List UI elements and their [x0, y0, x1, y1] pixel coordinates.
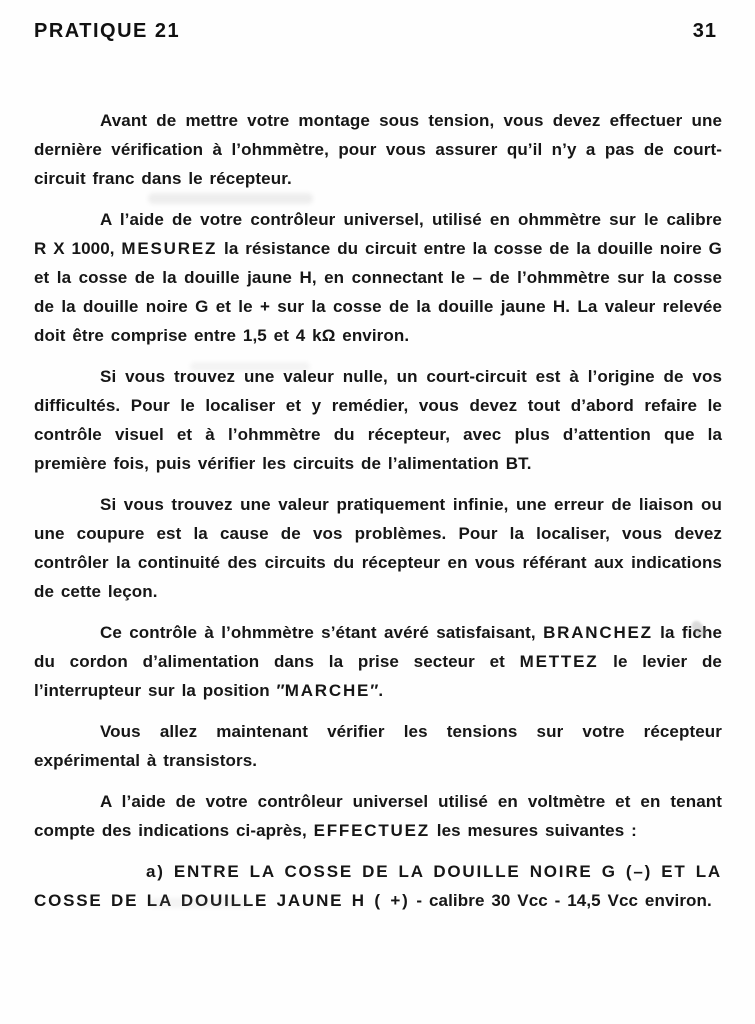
caps-text-segment: BRANCHEZ — [543, 623, 653, 642]
paragraph-verifier-tensions — [34, 717, 722, 775]
text-segment: les mesures suivantes : — [429, 821, 637, 840]
text-segment: Vous allez maintenant vérifier les tensions sur votre récepteur expérimental à transistors. — [34, 722, 722, 770]
page-number: 31 — [692, 20, 717, 42]
text-segment: A l’aide de votre contrôleur universel, utilisé en ohmmètre sur le calibre R X 1000, — [34, 210, 722, 258]
text-segment: ″. — [370, 681, 384, 700]
text-segment: Si vous trouvez une valeur pratiquement infinie, une erreur de liaison ou une coupure est la cause de vos problèmes. Pour la localiser, vous devez contrôler la continuité des circuits du récepteur en vous référant aux indications de cette leçon. — [34, 495, 722, 601]
paragraph-effectuez-mesures — [34, 787, 722, 845]
text-segment: le levier de l’interrupteur sur la position ″ — [34, 652, 722, 700]
caps-text-segment: METTEZ — [519, 652, 599, 671]
paragraph-valeur-nulle — [34, 362, 722, 478]
text-segment: A l’aide de votre contrôleur universel utilisé en voltmètre et en tenant compte des indications ci-après, — [34, 792, 722, 840]
caps-text-segment: MARCHE — [284, 681, 371, 700]
text-segment: la fiche du cordon d’alimentation dans la prise secteur et — [34, 623, 723, 671]
paragraph-verification-ohmmetre — [34, 106, 722, 193]
paragraph-mesure-resistance — [34, 205, 722, 350]
text-segment: Avant de mettre votre montage sous tension, vous devez effectuer une dernière vérification à l’ohmmètre, pour vous assurer qu’il n’y a pas de court-circuit franc dans le récepteur. — [34, 111, 722, 188]
paragraph-item-a-mesure — [34, 857, 722, 915]
text-segment: la résistance du circuit entre la cosse de la douille noire G et la cosse de la douille jaune H, en connectant le – de l’ohmmètre sur la cosse de la douille noire G et le + sur la cosse de la douille jaune H. La valeur relevée doit être comprise entre 1,5 et 4 kΩ environ. — [34, 239, 722, 345]
paragraph-valeur-infinie — [34, 490, 722, 606]
text-segment: - calibre 30 Vcc - 14,5 Vcc environ. — [409, 891, 712, 910]
page-header — [34, 20, 717, 43]
page-title: PRATIQUE 21 — [34, 20, 181, 42]
paragraph-branchez-secteur — [34, 618, 722, 705]
text-segment: Ce contrôle à l’ohmmètre s’étant avéré satisfaisant, — [100, 623, 544, 642]
caps-text-segment: EFFECTUEZ — [313, 821, 430, 840]
text-segment: Si vous trouvez une valeur nulle, un court-circuit est à l’origine de vos difficultés. Pour le localiser et y remédier, vous devez tout d’abord refaire le contrôle visuel et à l’ohmmètre du récepteur, avec plus d’attention que la première fois, puis vérifier les circuits de l’alimentation BT. — [34, 367, 722, 473]
caps-text-segment: MESUREZ — [121, 239, 218, 258]
caps-text-segment: a) ENTRE LA COSSE DE LA DOUILLE NOIRE G (–) ET LA COSSE DE LA DOUILLE JAUNE H ( +) — [34, 862, 722, 910]
page-body — [34, 106, 722, 927]
